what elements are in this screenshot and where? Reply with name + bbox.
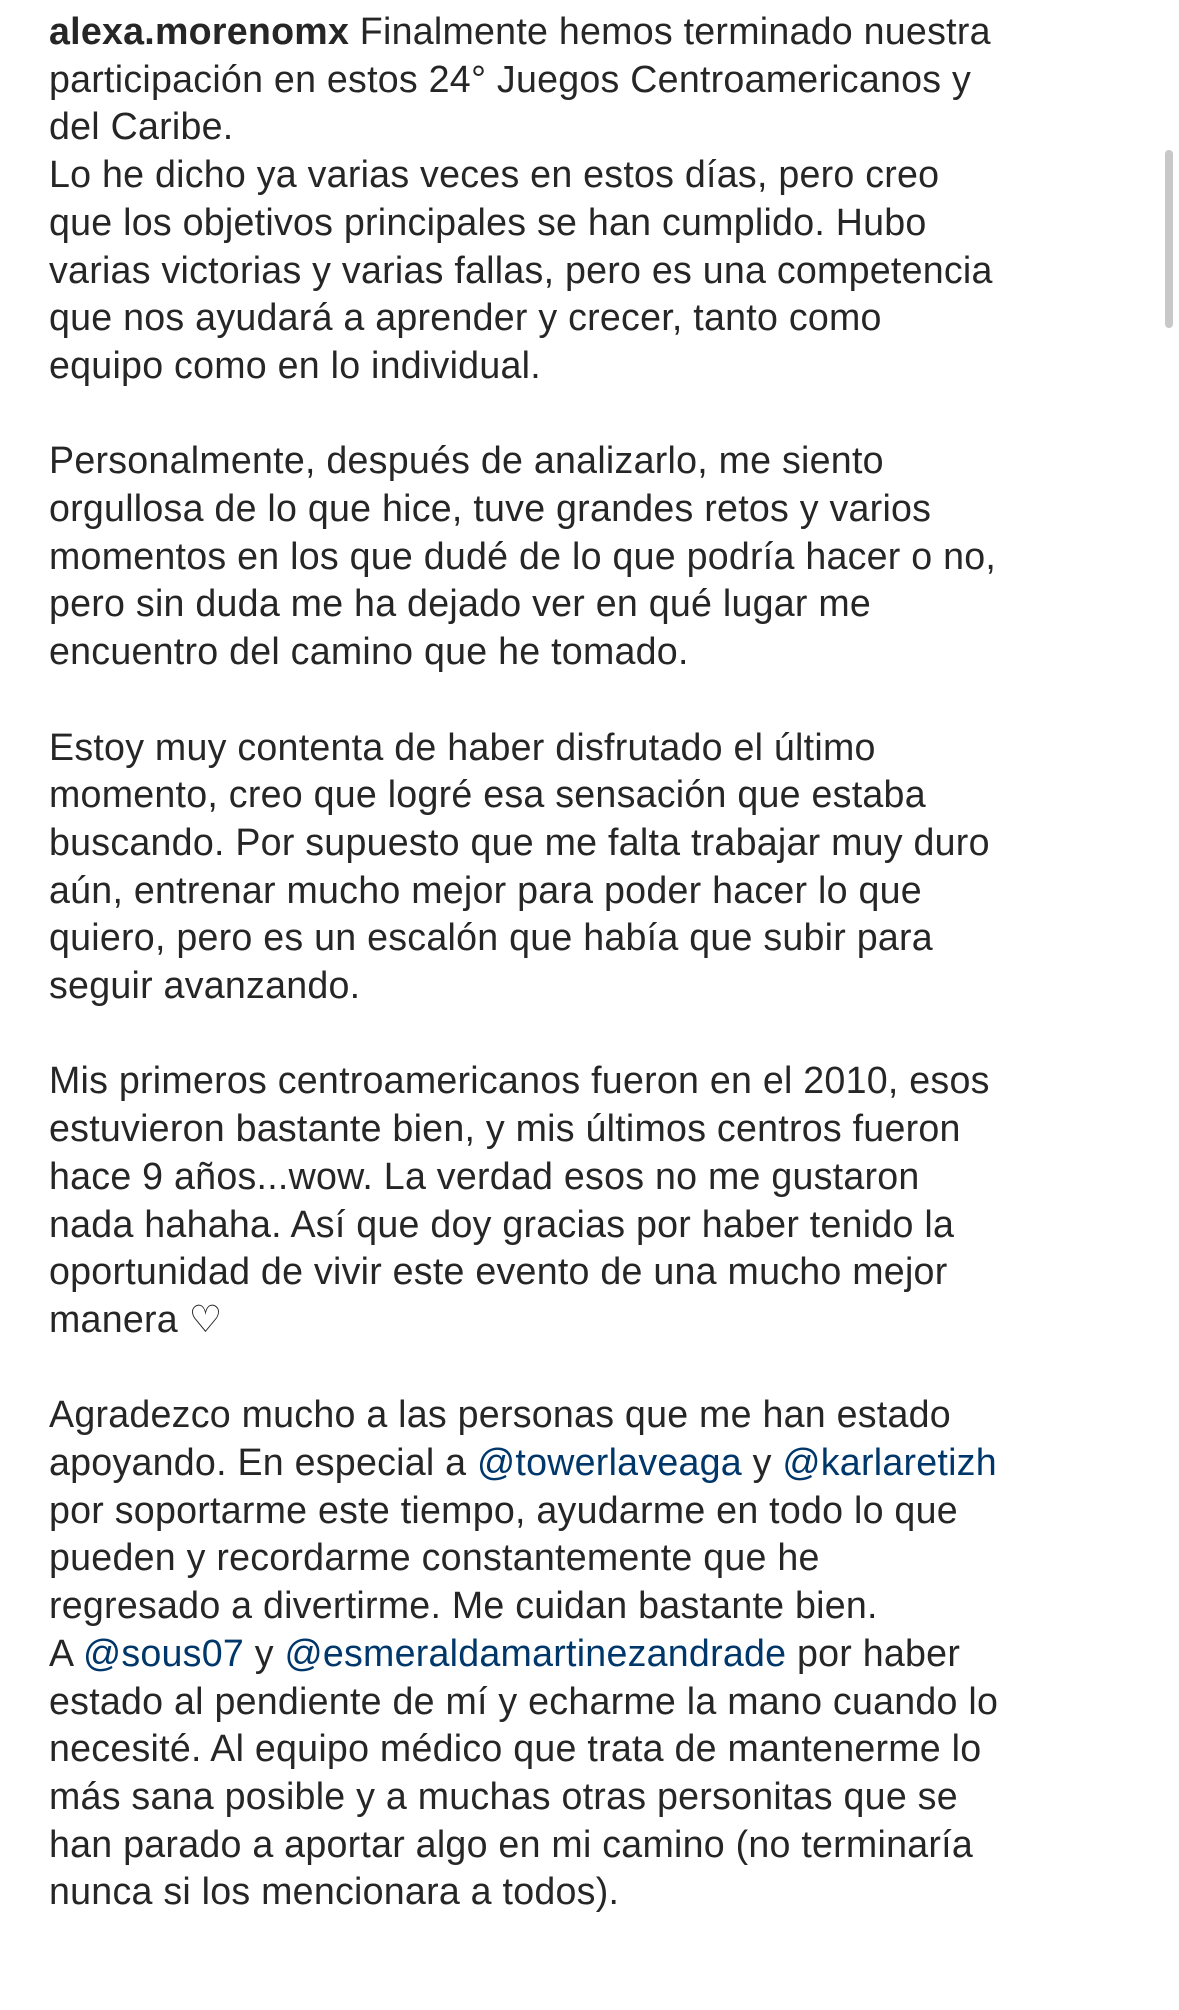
- caption-text: nunca si los mencionara a todos).: [49, 1870, 620, 1913]
- caption-text: Agradezco mucho a las personas que me han estado: [49, 1393, 951, 1436]
- caption-paragraph-7: [49, 1630, 1139, 1916]
- caption-paragraph-6: [49, 1391, 1139, 1630]
- caption-text: buscando. Por supuesto que me falta trabajar muy duro: [49, 820, 990, 863]
- caption-text: por haber: [786, 1631, 961, 1674]
- caption-text: nada hahaha. Así que doy gracias por haber tenido la: [49, 1202, 955, 1245]
- caption-text: momentos en los que dudé de lo que podría hacer o no,: [49, 534, 997, 577]
- caption-paragraph-3: [49, 437, 1139, 676]
- caption-paragraph-4: [49, 724, 1139, 1010]
- caption-text: orgullosa de lo que hice, tuve grandes retos y varios: [49, 487, 932, 530]
- caption-text: hace 9 años...wow. La verdad esos no me gustaron: [49, 1154, 920, 1197]
- post-caption: [49, 8, 1139, 1916]
- caption-text: pueden y recordarme constantemente que he: [49, 1536, 820, 1579]
- caption-text: encuentro del camino que he tomado.: [49, 630, 689, 673]
- caption-text: estado al pendiente de mí y echarme la mano cuando lo: [49, 1679, 999, 1722]
- caption-text: equipo como en lo individual.: [49, 343, 541, 386]
- caption-text: A: [49, 1631, 83, 1674]
- caption-text: Mis primeros centroamericanos fueron en el 2010, esos: [49, 1059, 990, 1102]
- caption-text: participación en estos 24° Juegos Centroamericanos y: [49, 57, 972, 100]
- caption-text: que los objetivos principales se han cumplido. Hubo: [49, 200, 927, 243]
- mention-link-karlaretizh[interactable]: @karlaretizh: [782, 1441, 997, 1484]
- caption-text: Finalmente hemos terminado nuestra: [349, 10, 991, 52]
- caption-paragraph-1: [49, 8, 1139, 151]
- caption-text: Lo he dicho ya varias veces en estos días, pero creo: [49, 153, 940, 196]
- caption-text: regresado a divertirme. Me cuidan bastante bien.: [49, 1584, 878, 1627]
- caption-text: apoyando. En especial a: [49, 1441, 478, 1484]
- caption-text: seguir avanzando.: [49, 964, 361, 1007]
- caption-paragraph-2: [49, 151, 1139, 390]
- caption-text: quiero, pero es un escalón que había que subir para: [49, 916, 933, 959]
- caption-text: que nos ayudará a aprender y crecer, tanto como: [49, 296, 882, 339]
- caption-paragraph-5: [49, 1057, 1139, 1343]
- mention-link-esmeraldamartinezandrade[interactable]: @esmeraldamartinezandrade: [284, 1631, 787, 1674]
- caption-text: manera ♡: [49, 1297, 223, 1340]
- mention-link-towerlaveaga[interactable]: @towerlaveaga: [477, 1441, 742, 1484]
- caption-text: varias victorias y varias fallas, pero es una competencia: [49, 248, 993, 291]
- caption-text: Personalmente, después de analizarlo, me siento: [49, 439, 884, 482]
- caption-text: y: [244, 1631, 285, 1674]
- caption-text: del Caribe.: [49, 105, 234, 148]
- caption-text: estuvieron bastante bien, y mis últimos centros fueron: [49, 1107, 961, 1150]
- caption-text: por soportarme este tiempo, ayudarme en todo lo que: [49, 1488, 958, 1531]
- scrollbar[interactable]: [1165, 150, 1173, 328]
- caption-text: oportunidad de vivir este evento de una mucho mejor: [49, 1250, 948, 1293]
- caption-text: Estoy muy contenta de haber disfrutado el último: [49, 725, 876, 768]
- caption-text: y: [741, 1441, 783, 1484]
- caption-text: momento, creo que logré esa sensación que estaba: [49, 773, 926, 816]
- caption-text: han parado a aportar algo en mi camino (no terminaría: [49, 1822, 973, 1865]
- caption-text: pero sin duda me ha dejado ver en qué lugar me: [49, 582, 872, 625]
- username-link[interactable]: alexa.morenomx: [49, 10, 350, 52]
- caption-text: más sana posible y a muchas otras personitas que se: [49, 1774, 958, 1817]
- caption-text: aún, entrenar mucho mejor para poder hacer lo que: [49, 868, 922, 911]
- caption-text: necesité. Al equipo médico que trata de mantenerme lo: [49, 1727, 982, 1770]
- mention-link-sous07[interactable]: @sous07: [82, 1631, 245, 1674]
